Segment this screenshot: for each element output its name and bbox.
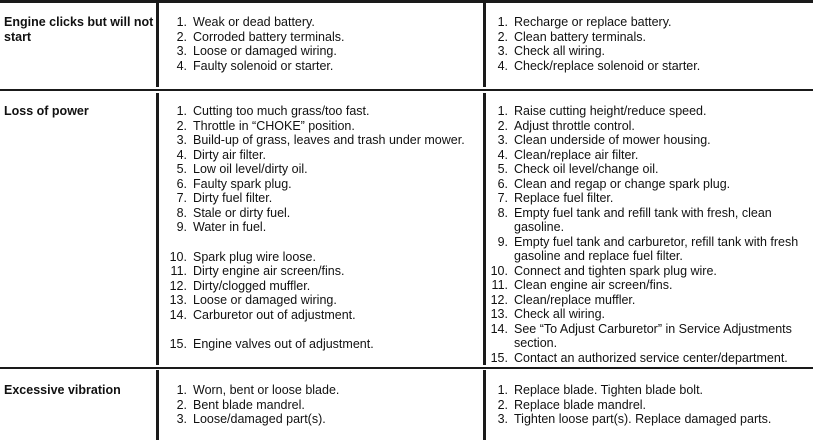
cause-item: 9. Water in fuel. — [176, 220, 267, 234]
problem-label: Engine clicks but will not start — [4, 15, 154, 44]
remedy-item: 14. See “To Adjust Carburetor” in Service Adjustments section. — [490, 321, 792, 350]
cause-item: 1. Worn, bent or loose blade. — [176, 383, 340, 397]
cause-item: 2. Corroded battery terminals. — [176, 29, 345, 44]
remedy-item: 3. Check all wiring. — [497, 44, 606, 58]
remedy-item: 1. Replace blade. Tighten blade bolt. — [497, 383, 704, 397]
cause-item: 15. Engine valves out of adjustment. — [169, 337, 374, 351]
table-top-rule — [0, 0, 813, 3]
cause-item: 4. Faulty solenoid or starter. — [176, 58, 334, 73]
remedy-list — [485, 15, 810, 73]
column-divider — [156, 0, 159, 87]
cause-item: 6. Faulty spark plug. — [176, 176, 292, 191]
cause-item: 10. Spark plug wire loose. — [169, 249, 316, 264]
cause-item: 8. Stale or dirty fuel. — [176, 205, 291, 220]
remedy-list — [485, 383, 810, 427]
remedy-item: 7. Replace fuel filter. — [497, 191, 614, 205]
cause-item: 3. Loose or damaged wiring. — [176, 44, 337, 58]
cause-item: 14. Carburetor out of adjustment. — [169, 307, 356, 322]
column-divider — [156, 370, 159, 440]
cause-item: 12. Dirty/clogged muffler. — [169, 278, 311, 293]
row-divider-1 — [0, 89, 813, 91]
remedy-item: 4. Clean/replace air filter. — [497, 147, 639, 162]
column-divider — [156, 93, 159, 365]
cause-list — [164, 104, 476, 352]
remedy-item: 2. Replace blade mandrel. — [497, 397, 647, 412]
remedy-item: 2. Clean battery terminals. — [497, 29, 647, 44]
remedy-list — [485, 104, 810, 365]
remedy-item: 4. Check/replace solenoid or starter. — [497, 58, 701, 73]
cause-item: 5. Low oil level/dirty oil. — [176, 162, 308, 176]
cause-item: 7. Dirty fuel filter. — [176, 191, 273, 205]
remedy-item: 3. Tighten loose part(s). Replace damaged parts. — [497, 412, 772, 426]
remedy-item: 1. Recharge or replace battery. — [497, 15, 672, 29]
cause-list — [164, 383, 476, 427]
cause-item: 2. Bent blade mandrel. — [176, 397, 305, 412]
remedy-item: 10. Connect and tighten spark plug wire. — [490, 263, 717, 278]
remedy-item: 9. Empty fuel tank and carburetor, refill tank with fresh gasoline and replace fuel filter. — [497, 234, 799, 263]
remedy-item: 13. Check all wiring. — [490, 307, 606, 321]
cause-item: 1. Cutting too much grass/too fast. — [176, 104, 370, 118]
problem-label: Loss of power — [4, 104, 89, 118]
cause-item: 3. Loose/damaged part(s). — [176, 412, 326, 426]
remedy-item: 2. Adjust throttle control. — [497, 118, 635, 133]
remedy-item: 15. Contact an authorized service center/department. — [490, 350, 788, 365]
remedy-item: 3. Clean underside of mower housing. — [497, 133, 711, 147]
cause-item: 4. Dirty air filter. — [176, 147, 266, 162]
remedy-item: 8. Empty fuel tank and refill tank with fresh, clean gasoline. — [497, 205, 772, 234]
cause-item: 13. Loose or damaged wiring. — [169, 293, 337, 307]
cause-item: 3. Build-up of grass, leaves and trash under mower. — [176, 133, 465, 147]
remedy-item: 1. Raise cutting height/reduce speed. — [497, 104, 707, 118]
cause-item: 1. Weak or dead battery. — [176, 15, 315, 29]
remedy-item: 12. Clean/replace muffler. — [490, 292, 636, 307]
remedy-item: 6. Clean and regap or change spark plug. — [497, 176, 731, 191]
problem-label: Excessive vibration — [4, 383, 121, 397]
remedy-item: 11. Clean engine air screen/fins. — [491, 278, 673, 292]
cause-item: 2. Throttle in “CHOKE” position. — [176, 118, 355, 133]
remedy-item: 5. Check oil level/change oil. — [497, 162, 659, 176]
cause-item: 11. Dirty engine air screen/fins. — [170, 264, 345, 278]
cause-list — [164, 15, 476, 73]
row-divider-2 — [0, 367, 813, 369]
